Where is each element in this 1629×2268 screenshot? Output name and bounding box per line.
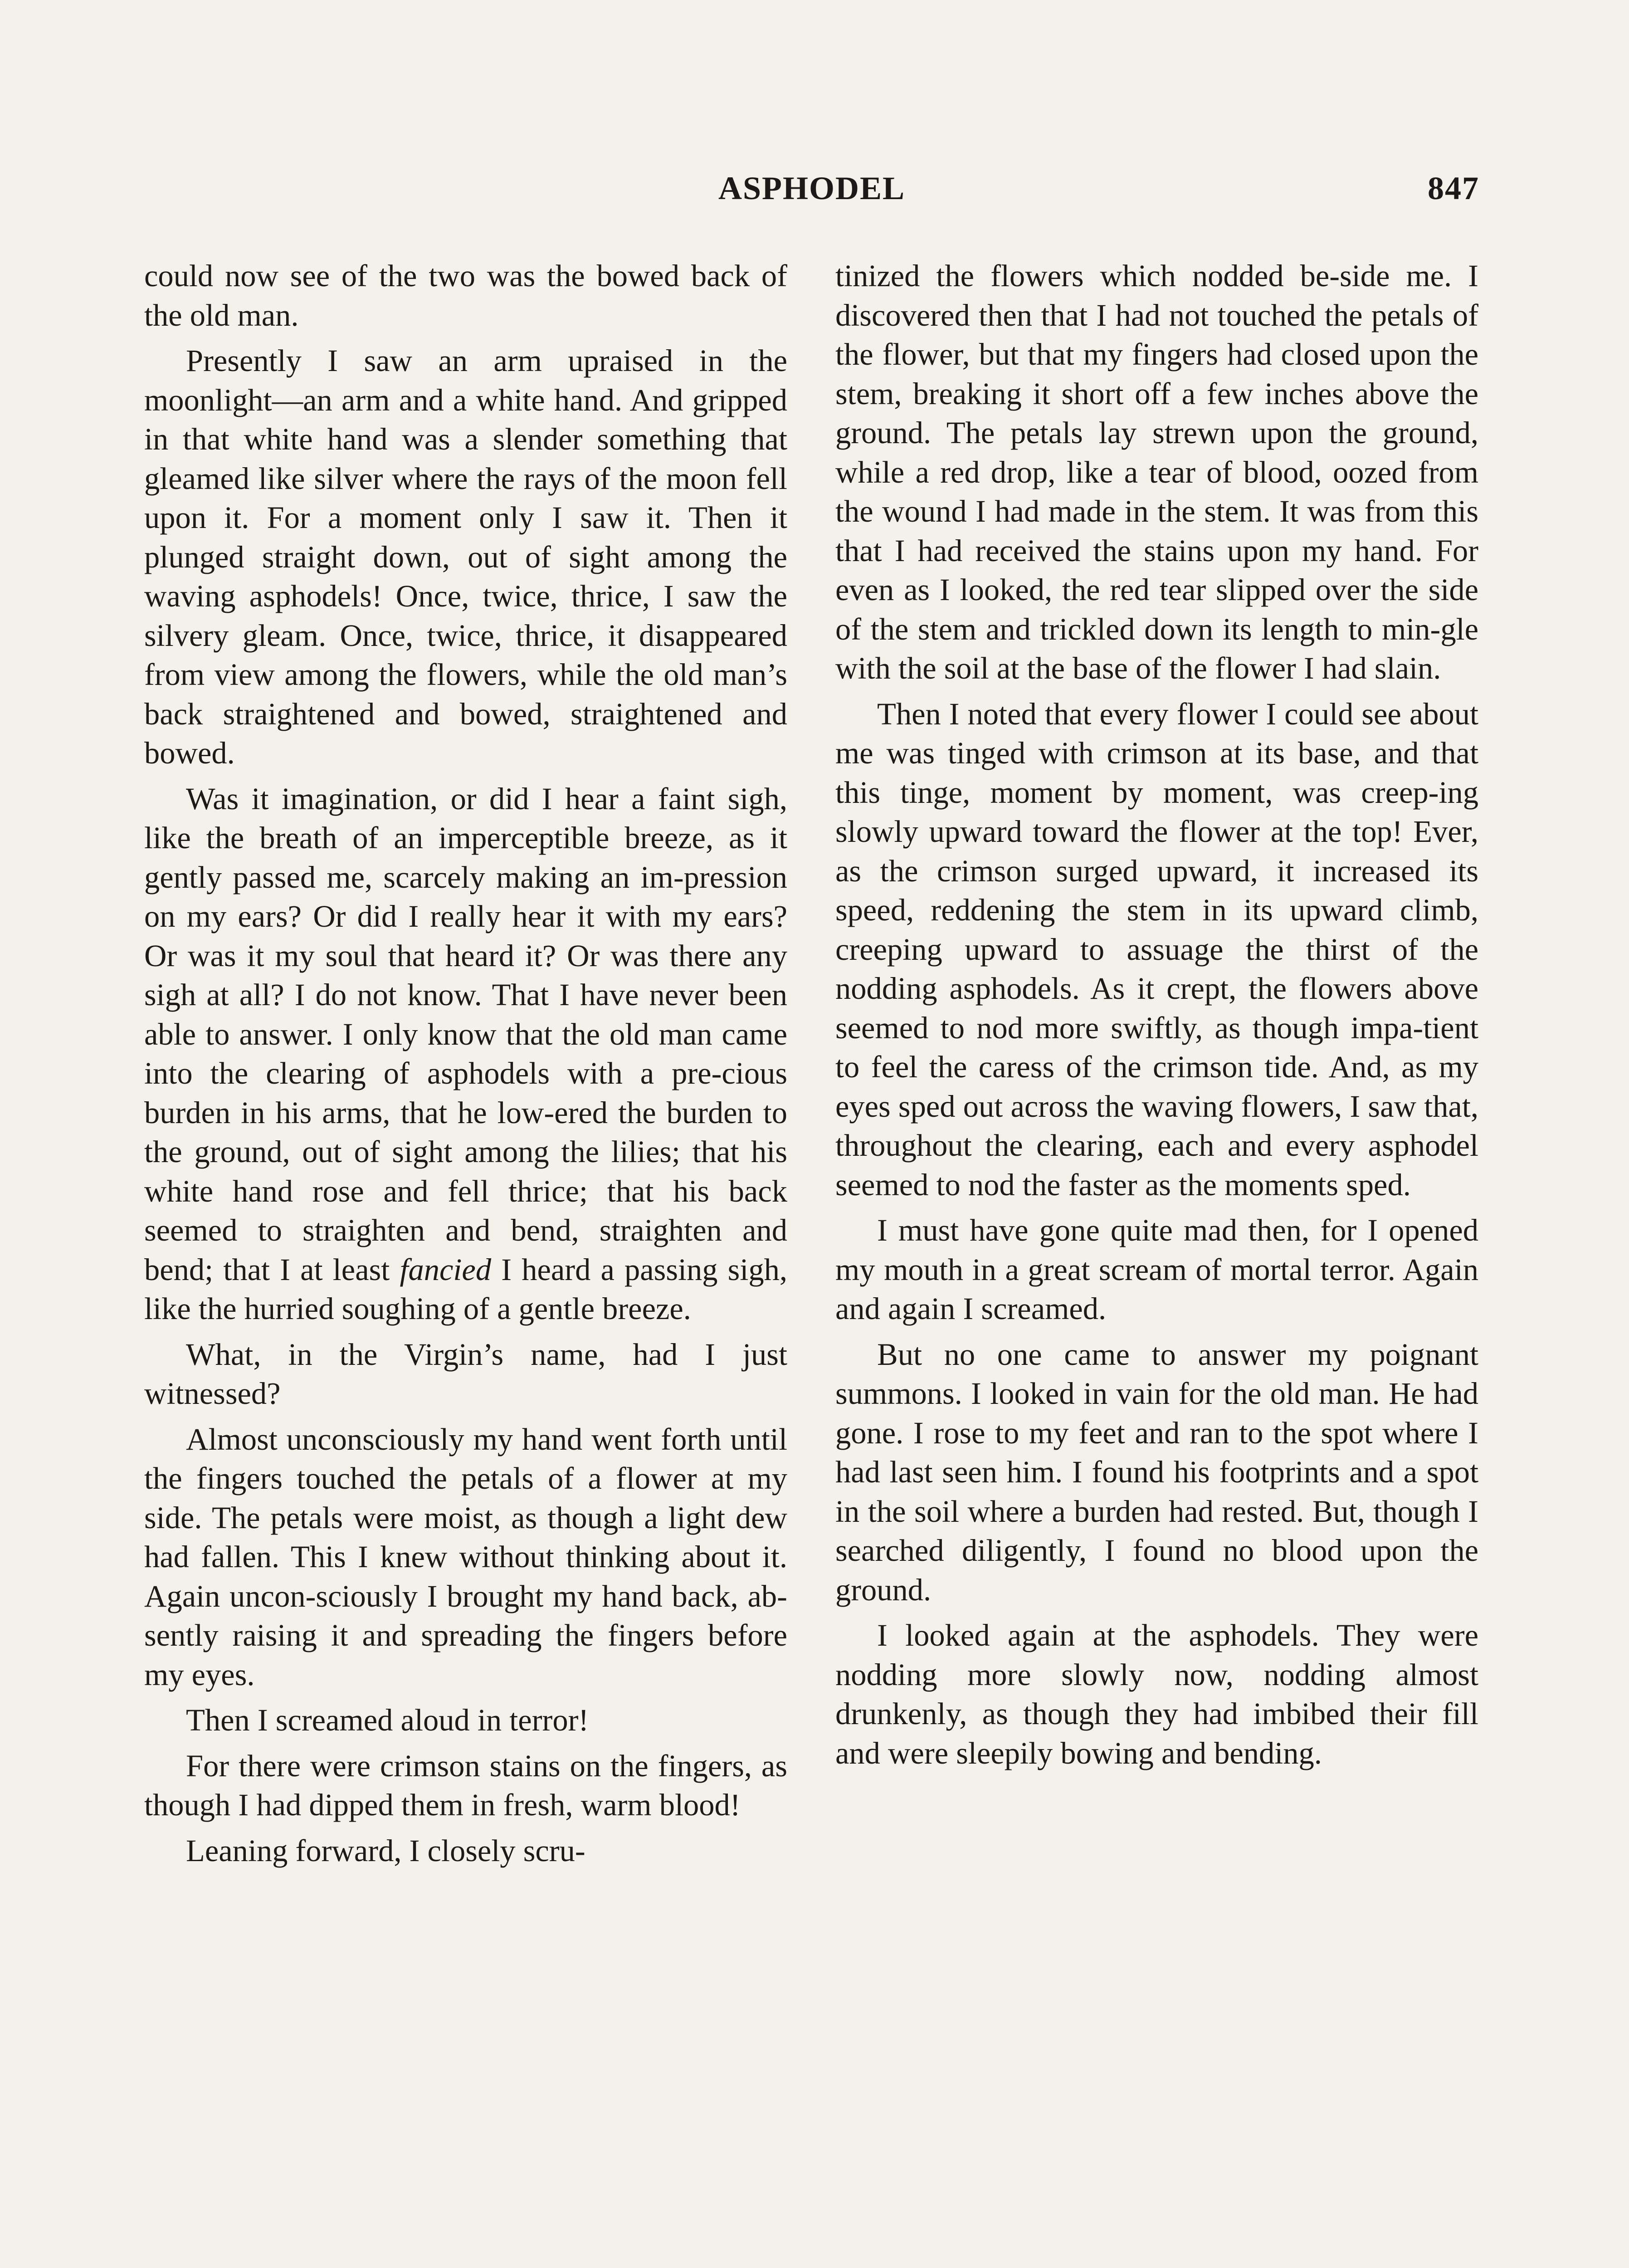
paragraph: Almost unconsciously my hand went forth until the fingers touched the petals of a flower at my side. The petals were moist, as though a light dew had fallen. This I knew without thinking about it. Again uncon-sciously I brought my hand back, ab-sently raising it and spreading the fingers before my eyes. xyxy=(144,1422,787,1692)
paragraph: Leaning forward, I closely scru- xyxy=(186,1833,585,1868)
page-number: 847 xyxy=(1428,170,1479,206)
left-column xyxy=(144,256,787,1877)
right-column xyxy=(835,256,1478,1779)
paragraph: Then I noted that every flower I could see about me was tinged with crimson at its base, and that this tinge, moment by moment, was creep-ing slowly upward toward the flower at the top! Ever, as the crimson surged upward, it increased its speed, reddening the stem in its upward climb, creeping upward to assuage the thirst of the nodding asphodels. As it crept, the flowers above seemed to nod more swiftly, as though impa-tient to feel the caress of the crimson tide. And, as my eyes sped out across the waving flowers, I saw that, throughout the clearing, each and every asphodel seemed to nod the faster as the moments sped. xyxy=(835,696,1478,1202)
paragraph-text: I heard a passing sigh, like the hurried soughing of a gentle breeze. xyxy=(144,1252,787,1326)
paragraph: Then I screamed aloud in terror! xyxy=(186,1703,589,1737)
paragraph xyxy=(144,779,787,1329)
running-head xyxy=(144,168,1479,209)
paragraph: could now see of the two was the bowed back of the old man. xyxy=(144,259,787,332)
running-title: ASPHODEL xyxy=(718,170,906,206)
paragraph: Presently I saw an arm upraised in the moonlight—an arm and a white hand. And gripped in that white hand was a slender something that gleamed like silver where the rays of the moon fell upon it. For a moment only I saw it. Then it plunged straight down, out of sight among the waving asphodels! Once, twice, thrice, I saw the silvery gleam. Once, twice, thrice, it disappeared from view among the flowers, while the old man’s back straightened and bowed, straightened and bowed. xyxy=(144,343,787,770)
paragraph: I looked again at the asphodels. They were nodding more slowly now, nodding almost drunkenly, as though they had imbibed their fill and were sleepily bowing and bending. xyxy=(835,1618,1478,1770)
paragraph: What, in the Virgin’s name, had I just witnessed? xyxy=(144,1337,787,1411)
paragraph: tinized the flowers which nodded be-side me. I discovered then that I had not touched the petals of the flower, but that my fingers had closed upon the stem, breaking it short off a few inches above the ground. The petals lay strewn upon the ground, while a red drop, like a tear of blood, oozed from the wound I had made in the stem. It was from this that I had received the stains upon my hand. For even as I looked, the red tear slipped over the side of the stem and trickled down its length to min-gle with the soil at the base of the flower I had slain. xyxy=(835,259,1478,685)
paragraph: But no one came to answer my poignant summons. I looked in vain for the old man. He had gone. I rose to my feet and ran to the spot where I had last seen him. I found his footprints and a spot in the soil where a burden had rested. But, though I searched diligently, I found no blood upon the ground. xyxy=(835,1337,1478,1607)
paragraph-text: Was it imagination, or did I hear a faint sigh, like the breath of an imperceptible breeze, as it gently passed me, scarcely making an im-pression on my ears? Or did I really hear it with my ears? Or was it my soul that heard it? Or was there any sigh at all? I do not know. That I have never been able to answer. I only know that the old man came into the clearing of asphodels with a pre-cious burden in his arms, that he low-ered the burden to the ground, out of sight among the lilies; that his white hand rose and fell thrice; that his back seemed to straighten and bend, straighten and bend; that I at least xyxy=(144,781,787,1287)
paragraph: I must have gone quite mad then, for I opened my mouth in a great scream of mortal terror. Again and again I screamed. xyxy=(835,1213,1478,1326)
italic-word: fancied xyxy=(400,1252,492,1287)
paragraph: For there were crimson stains on the fingers, as though I had dipped them in fresh, warm blood! xyxy=(144,1748,787,1822)
